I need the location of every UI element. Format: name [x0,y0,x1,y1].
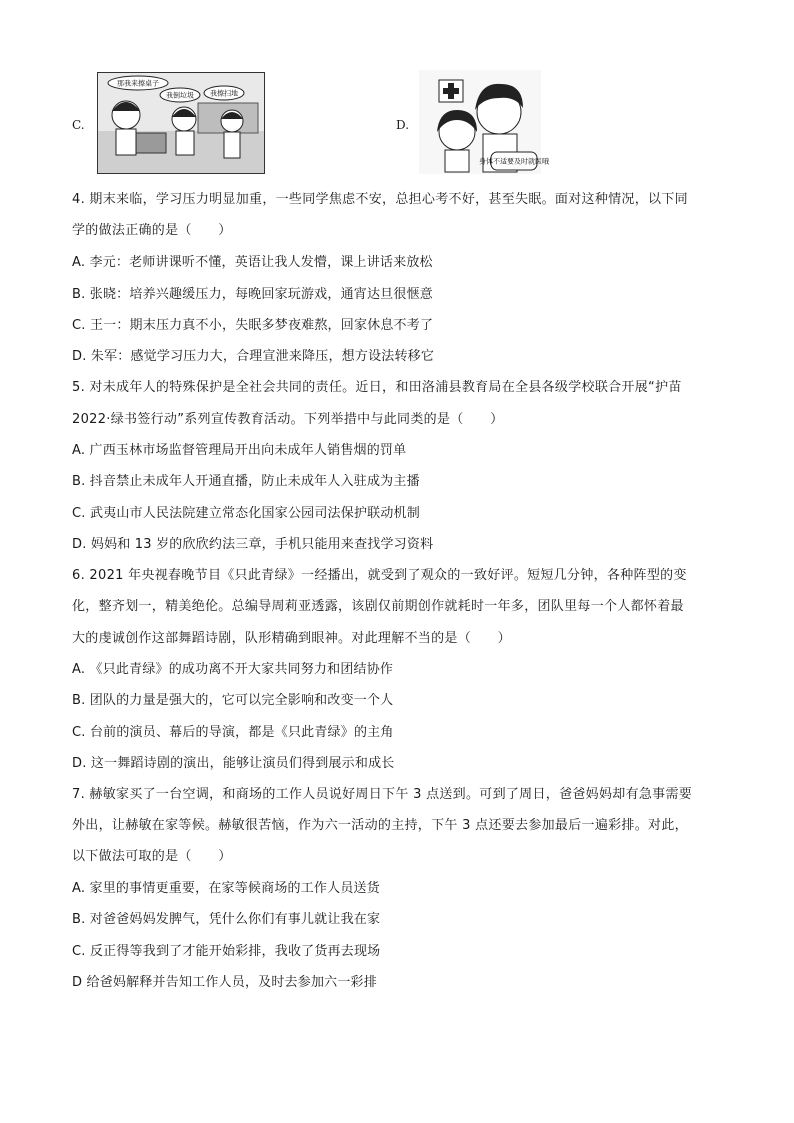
q4-option-b[interactable]: B. 张晓：培养兴趣缓压力，每晚回家玩游戏，通宵达旦很惬意 [72,287,433,302]
q4-option-d[interactable]: D. 朱军：感觉学习压力大，合理宣泄来降压，想方设法转移它 [72,349,435,364]
q7-option-c[interactable]: C. 反正得等我到了才能开始彩排，我收了货再去现场 [72,944,381,959]
q4-option-a[interactable]: A. 李元：老师讲课听不懂，英语让我人发懵，课上讲话来放松 [72,255,433,270]
q5-stem-line-1: 5. 对未成年人的特殊保护是全社会共同的责任。近日，和田洛浦县教育局在全县各级学校联合开展“护苗 [72,380,682,395]
q4-stem-line-1: 4. 期末来临，学习压力明显加重，一些同学焦虑不安，总担心考不好，甚至失眠。面对这种情况，以下同 [72,192,688,207]
q4-option-c[interactable]: C. 王一：期末压力真不小，失眠多梦夜难熬，回家休息不考了 [72,318,434,333]
bubble-c-3: 我擦扫地 [210,89,238,98]
q4-stem-line-2: 学的做法正确的是（ ） [72,223,232,238]
q6-option-a[interactable]: A. 《只此青绿》的成功离不开大家共同努力和团结协作 [72,662,394,677]
q5-option-d[interactable]: D. 妈妈和 13 岁的欣欣约法三章，手机只能用来查找学习资料 [72,537,434,552]
q5-option-b[interactable]: B. 抖音禁止未成年人开通直播，防止未成年人入驻成为主播 [72,474,420,489]
q6-option-c[interactable]: C. 台前的演员、幕后的导演，都是《只此青绿》的主角 [72,725,394,740]
bubble-d: 身体不适要及时就医哦 [479,157,549,166]
q7-option-b[interactable]: B. 对爸爸妈妈发脾气，凭什么你们有事儿就让我在家 [72,912,381,927]
q5-option-c[interactable]: C. 武夷山市人民法院建立常态化国家公园司法保护联动机制 [72,506,420,521]
q7-option-d[interactable]: D 给爸妈解释并告知工作人员，及时去参加六一彩排 [72,975,377,990]
option-c-label: C. [72,118,85,132]
q7-stem-line-2: 外出，让赫敏在家等候。赫敏很苦恼，作为六一活动的主持，下午 3 点还要去参加最后一遍彩排。对此， [72,818,688,833]
q5-option-a[interactable]: A. 广西玉林市场监督管理局开出向未成年人销售烟的罚单 [72,443,407,458]
q6-stem-line-2: 化，整齐划一，精美绝伦。总编导周莉亚透露，该剧仅前期创作就耗时一年多，团队里每一个人都怀着最 [72,599,684,614]
option-d-cartoon [419,70,549,174]
bubble-c-1: 那我来擦桌子 [117,79,159,88]
bubble-c-2: 我倒垃圾 [166,91,194,100]
q7-option-a[interactable]: A. 家里的事情更重要，在家等候商场的工作人员送货 [72,881,380,896]
q6-stem-line-3: 大的虔诚创作这部舞蹈诗剧，队形精确到眼神。对此理解不当的是（ ） [72,631,511,646]
q6-stem-line-1: 6. 2021 年央视春晚节目《只此青绿》一经播出，就受到了观众的一致好评。短短几分钟，各种阵型的变 [72,568,687,583]
q5-stem-line-2: 2022·绿书签行动”系列宣传教育活动。下列举措中与此同类的是（ ） [72,412,504,427]
q7-stem-line-1: 7. 赫敏家买了一台空调，和商场的工作人员说好周日下午 3 点送到。可到了周日，爸爸妈妈却有急事需要 [72,787,693,802]
option-c-cartoon [97,72,265,174]
q7-stem-line-3: 以下做法可取的是（ ） [72,849,232,864]
option-d-label: D. [396,118,410,132]
q6-option-b[interactable]: B. 团队的力量是强大的，它可以完全影响和改变一个人 [72,693,394,708]
q6-option-d[interactable]: D. 这一舞蹈诗剧的演出，能够让演员们得到展示和成长 [72,756,395,771]
